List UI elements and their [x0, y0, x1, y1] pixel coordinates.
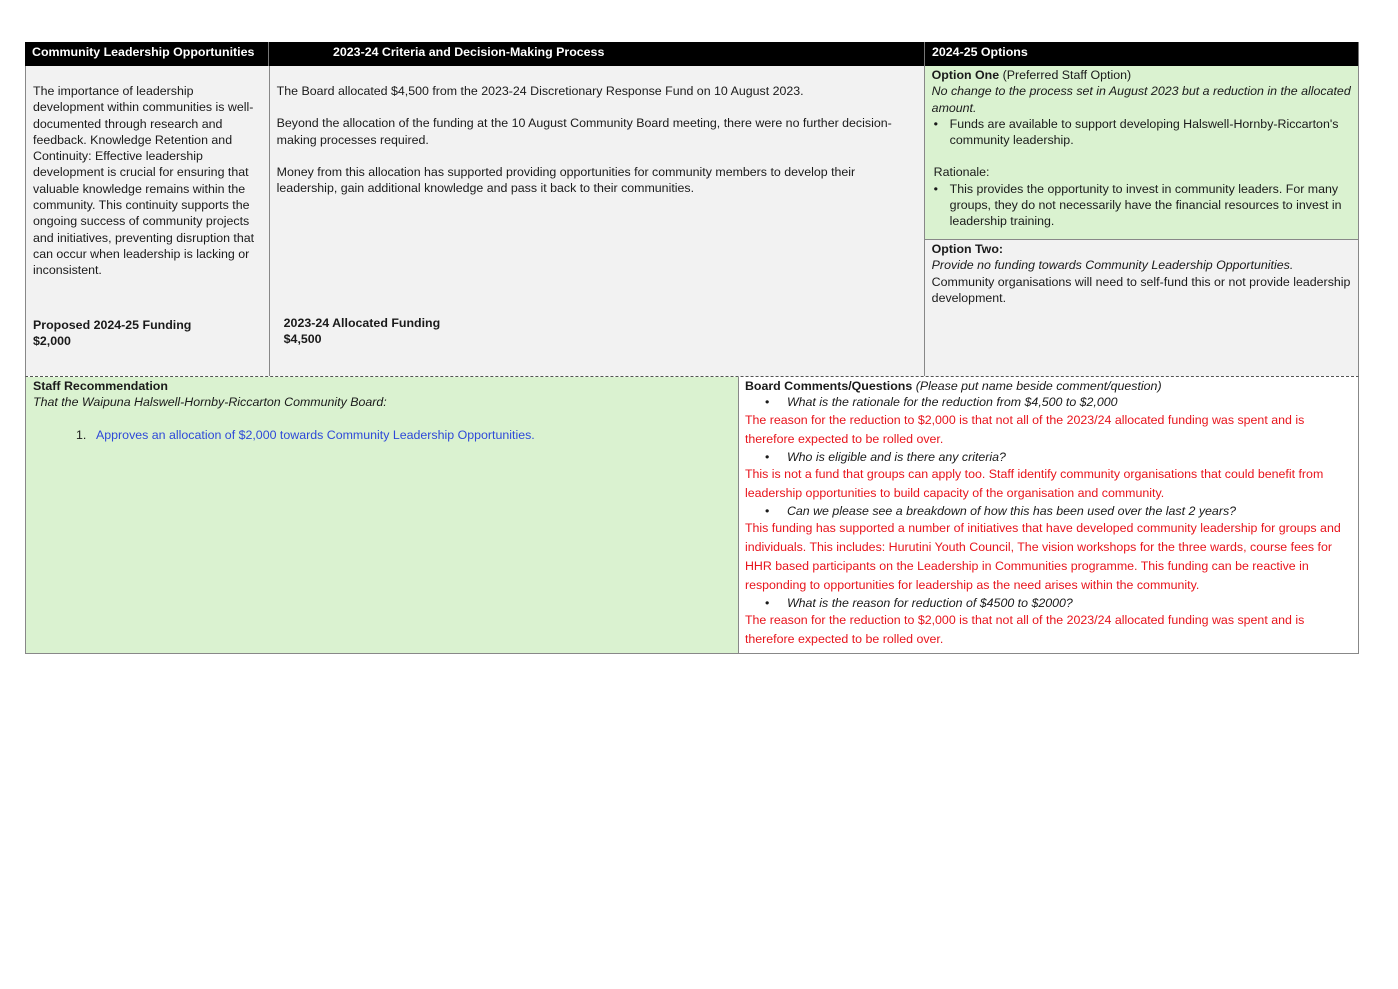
board-heading: [745, 378, 1352, 394]
allocated-funding: [284, 315, 441, 348]
answer-1: The reason for the reduction to $2,000 is that not all of the 2023/24 allocated funding was spent and is therefore expected to be rolled over.: [744, 412, 1305, 446]
answer-4: The reason for the reduction to $2,000 is that not all of the 2023/24 allocated funding was spent and is therefore expected to be rolled over.: [744, 613, 1305, 647]
option-one-title: Option One: [931, 68, 1000, 82]
option-one-heading: [932, 67, 1351, 83]
allocated-funding-label: 2023-24 Allocated Funding: [283, 316, 441, 330]
header-options: 2024-25 Options: [925, 42, 1359, 66]
recommendation-title: Staff Recommendation: [33, 379, 168, 393]
proposed-funding: [33, 317, 191, 350]
option-one-bullet: • Funds are available to support developing Halswell-Hornby-Riccarton's community leadership.: [950, 116, 1351, 149]
rationale-bullet: • This provides the opportunity to invest in community leaders. For many groups, they do not necessarily have the financial resources to invest in leadership training.: [950, 181, 1351, 230]
rationale-label: Rationale:: [933, 165, 990, 180]
board-subtitle: (Please put name beside comment/question): [912, 379, 1162, 393]
header-topic: Community Leadership Opportunities: [25, 42, 269, 66]
criteria-para-3: Money from this allocation has supported providing opportunities for community members to develop their leadership, gain additional knowledge and pass it back to their communities.: [276, 164, 856, 196]
bottom-row: [25, 376, 1359, 654]
criteria-cell: [270, 66, 925, 376]
allocated-funding-value: $4,500: [283, 332, 322, 347]
topic-description: The importance of leadership development within communities is well-documented through research and feedback. Knowledge Retention and Continuity: Effective leadership development is crucial for ensuring that valuable knowledge remains within the community. This continuity supports the ongoing success of community projects and initiatives, preventing disruption that can occur when leadership is lacking or inconsistent.: [33, 84, 255, 278]
option-one: [925, 66, 1358, 240]
board-title: Board Comments/Questions: [744, 379, 913, 393]
topic-cell: [26, 66, 270, 376]
option-two: [925, 240, 1358, 376]
options-cell: [925, 66, 1358, 376]
answer-3: This funding has supported a number of initiatives that have developed community leadership for groups and individuals. This includes: Hurutini Youth Council, The vision workshops for the three wards, course fees for HHR based participants on the Leadership in Communities programme. This funding can be reactive in responding to opportunities for leadership as the need arises within the community.: [744, 521, 1341, 593]
option-one-list: [932, 116, 1351, 149]
board-comments: [739, 377, 1358, 653]
recommendation-intro: That the Waipuna Halswell-Hornby-Riccarton Community Board:: [33, 395, 387, 410]
leadership-table: [25, 42, 1359, 654]
recommendation-item: [33, 427, 731, 443]
top-row: [25, 66, 1359, 376]
criteria-para-2: Beyond the allocation of the funding at the 10 August Community Board meeting, there were no further decision-making processes required.: [276, 116, 892, 147]
staff-recommendation: [26, 377, 739, 653]
proposed-funding-label: Proposed 2024-25 Funding: [33, 318, 192, 332]
question-1: • What is the rationale for the reduction from $4,500 to $2,000: [745, 394, 1352, 410]
header-criteria: 2023-24 Criteria and Decision-Making Process: [269, 42, 925, 66]
recommendation-item-text: Approves an allocation of $2,000 towards Community Leadership Opportunities.: [96, 427, 535, 442]
question-3: • Can we please see a breakdown of how this has been used over the last 2 years?: [745, 503, 1352, 519]
option-two-summary: Provide no funding towards Community Leadership Opportunities.: [931, 258, 1294, 273]
option-one-summary: No change to the process set in August 2023 but a reduction in the allocated amount.: [931, 84, 1351, 115]
option-one-suffix: (Preferred Staff Option): [999, 68, 1132, 82]
option-two-title: Option Two:: [931, 242, 1004, 256]
rationale-list: [932, 181, 1351, 230]
question-2: • Who is eligible and is there any criteria?: [745, 449, 1352, 465]
option-two-text: Community organisations will need to self-fund this or not provide leadership development.: [931, 274, 1351, 305]
table-header: [25, 42, 1359, 66]
recommendation-item-number: 1.: [76, 427, 87, 442]
proposed-funding-value: $2,000: [33, 334, 71, 349]
criteria-para-1: The Board allocated $4,500 from the 2023-24 Discretionary Response Fund on 10 August 2023.: [276, 84, 804, 98]
answer-2: This is not a fund that groups can apply too. Staff identify community organisations that could benefit from leadership opportunities to build capacity of the organisation and community.: [744, 466, 1324, 500]
question-4: • What is the reason for reduction of $4500 to $2000?: [745, 595, 1352, 611]
